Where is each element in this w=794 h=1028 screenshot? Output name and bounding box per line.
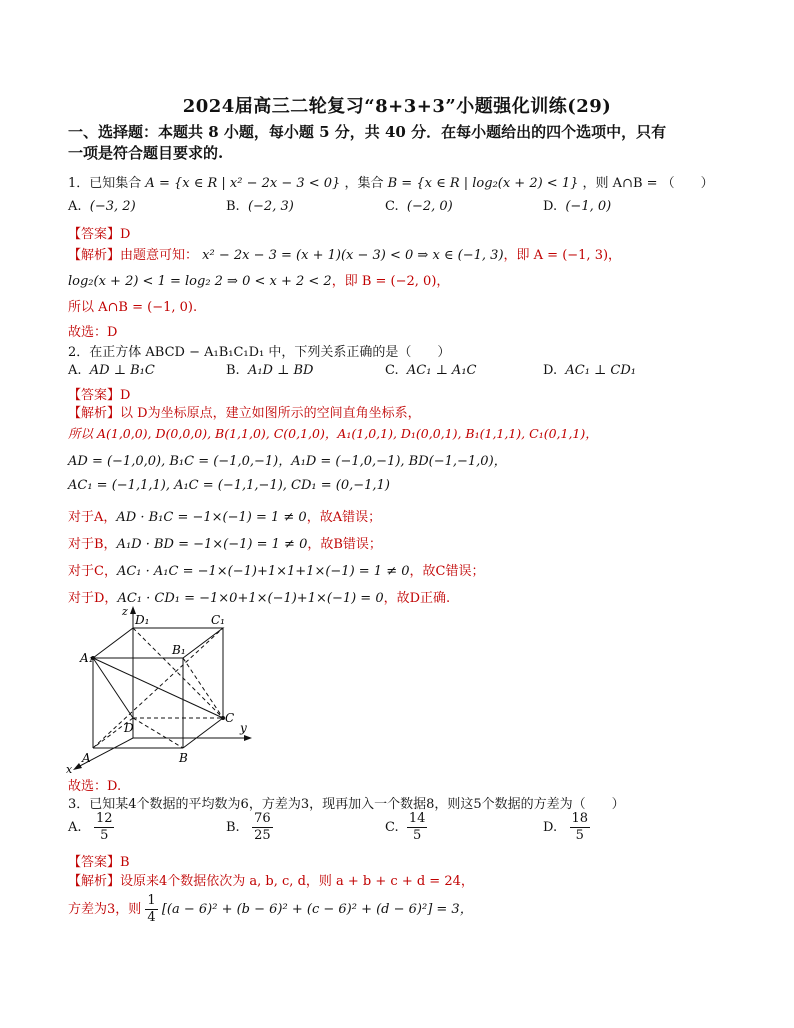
q1-option-a[interactable]: A. (−3, 2) xyxy=(68,199,136,214)
q1-option-c[interactable]: C. (−2, 0) xyxy=(385,199,453,214)
q2-check-a: 对于A，AD · B₁C = −1×(−1) = 1 ≠ 0，故A错误； xyxy=(68,510,382,525)
diag-bd xyxy=(133,718,183,748)
label-d: D xyxy=(124,721,134,735)
q2-check-c: 对于C，AC₁ · A₁C = −1×(−1)+1×1+1×(−1) = 1 ≠ 0，故C错误； xyxy=(68,564,485,579)
label-b: B xyxy=(179,751,188,765)
q2-stem: 2．在正方体 ABCD − A₁B₁C₁D₁ 中，下列关系正确的是（ ） xyxy=(68,345,451,360)
q1-stem-b: ，集合 xyxy=(344,176,384,191)
q1-set-b: B = {x ∈ R | log₂(x + 2) < 1} xyxy=(387,176,579,191)
q2-coordinates: 所以 A(1,0,0), D(0,0,0), B(1,1,0), C(0,1,0)，A₁(1,0,1), D₁(0,0,1), B₁(1,1,1), C₁(0,1,1)， xyxy=(68,426,598,441)
label-x: x xyxy=(66,763,73,776)
q1-analysis-line1: 【解析】由题意可知： x² − 2x − 3 = (x + 1)(x − 3) < 0 ⇒ x ∈ (−1, 3)，即 A = (−1, 3)， xyxy=(68,248,622,263)
q3-stem: 3．已知某4个数据的平均数为6，方差为3，现再加入一个数据8，则这5个数据的方差为（ ） xyxy=(68,797,625,812)
q2-option-c[interactable]: C. AC₁ ⊥ A₁C xyxy=(385,363,477,378)
label-a1: A₁ xyxy=(80,651,94,665)
q2-analysis-line1: 【解析】以 D为坐标原点，建立如图所示的空间直角坐标系， xyxy=(68,406,421,421)
y-axis-arrow xyxy=(244,735,252,741)
label-d1: D₁ xyxy=(135,613,150,627)
q1-set-a: A = {x ∈ R | x² − 2x − 3 < 0} xyxy=(145,176,341,191)
label-c1: C₁ xyxy=(211,613,225,627)
q1-analysis-line3: 所以 A∩B = (−1, 0). xyxy=(68,300,198,315)
label-c: C xyxy=(225,711,235,725)
q1-stem-a: 1．已知集合 xyxy=(68,176,142,191)
q2-conclusion: 故选：D. xyxy=(68,779,122,794)
q3-option-d[interactable]: D. $\frac{18}{5}$ xyxy=(543,811,589,843)
page-title: 2024届高三二轮复习“8+3+3”小题强化训练(29) xyxy=(182,96,612,117)
q1-answer: 【答案】D xyxy=(68,227,131,242)
q3-option-b[interactable]: B. $\frac{76}{25}$ xyxy=(226,811,271,843)
q3-analysis-line1: 【解析】设原来4个数据依次为 a, b, c, d，则 a + b + c + d = 24， xyxy=(68,874,474,889)
label-a: A xyxy=(82,751,91,765)
cube-figure xyxy=(64,606,254,776)
q1-conclusion: 故选：D xyxy=(68,325,118,340)
q1-option-b[interactable]: B. (−2, 3) xyxy=(226,199,294,214)
section-heading-line1: 一、选择题：本题共 8 小题，每小题 5 分，共 40 分．在每小题给出的四个选项中，只有 xyxy=(68,123,667,141)
label-z: z xyxy=(122,606,128,618)
q2-option-a[interactable]: A. AD ⊥ B₁C xyxy=(68,363,155,378)
edge-bc xyxy=(183,718,223,748)
q2-answer: 【答案】D xyxy=(68,388,131,403)
q3-option-c[interactable]: C. $\frac{14}{5}$ xyxy=(385,811,426,843)
label-b1: B₁ xyxy=(172,643,186,657)
q3-answer: 【答案】B xyxy=(68,855,130,870)
q1-option-d[interactable]: D. (−1, 0) xyxy=(543,199,612,214)
q3-analysis-line2: 方差为3，则 $\frac{1}{4}$ [(a − 6)² + (b − 6)² + (c − 6)² + (d − 6)²] = 3， xyxy=(68,893,473,925)
label-y: y xyxy=(240,721,247,735)
q2-check-b: 对于B，A₁D · BD = −1×(−1) = 1 ≠ 0，故B错误； xyxy=(68,537,382,552)
x-axis-arrow xyxy=(73,763,82,770)
q1-analysis-line2: log₂(x + 2) < 1 = log₂ 2 ⇒ 0 < x + 2 < 2，即 B = (−2, 0)， xyxy=(68,274,450,289)
q2-option-b[interactable]: B. A₁D ⊥ BD xyxy=(226,363,314,378)
q2-vectors-line1: AD = (−1,0,0), B₁C = (−1,0,−1)，A₁D = (−1,0,−1), BD(−1,−1,0)， xyxy=(68,454,507,469)
q1-stem-c: ，则 A∩B = （ ） xyxy=(582,176,714,191)
q2-check-d: 对于D，AC₁ · CD₁ = −1×0+1×(−1)+1×(−1) = 0，故D正确. xyxy=(68,591,451,606)
q2-vectors-line2: AC₁ = (−1,1,1), A₁C = (−1,1,−1), CD₁ = (0,−1,1) xyxy=(68,478,390,493)
q1-stem xyxy=(68,172,714,191)
diag-d1c xyxy=(133,628,223,718)
q2-option-d[interactable]: D. AC₁ ⊥ CD₁ xyxy=(543,363,636,378)
q3-option-a[interactable]: A. $\frac{12}{5}$ xyxy=(68,811,113,843)
section-heading-line2: 一项是符合题目要求的. xyxy=(68,144,224,162)
